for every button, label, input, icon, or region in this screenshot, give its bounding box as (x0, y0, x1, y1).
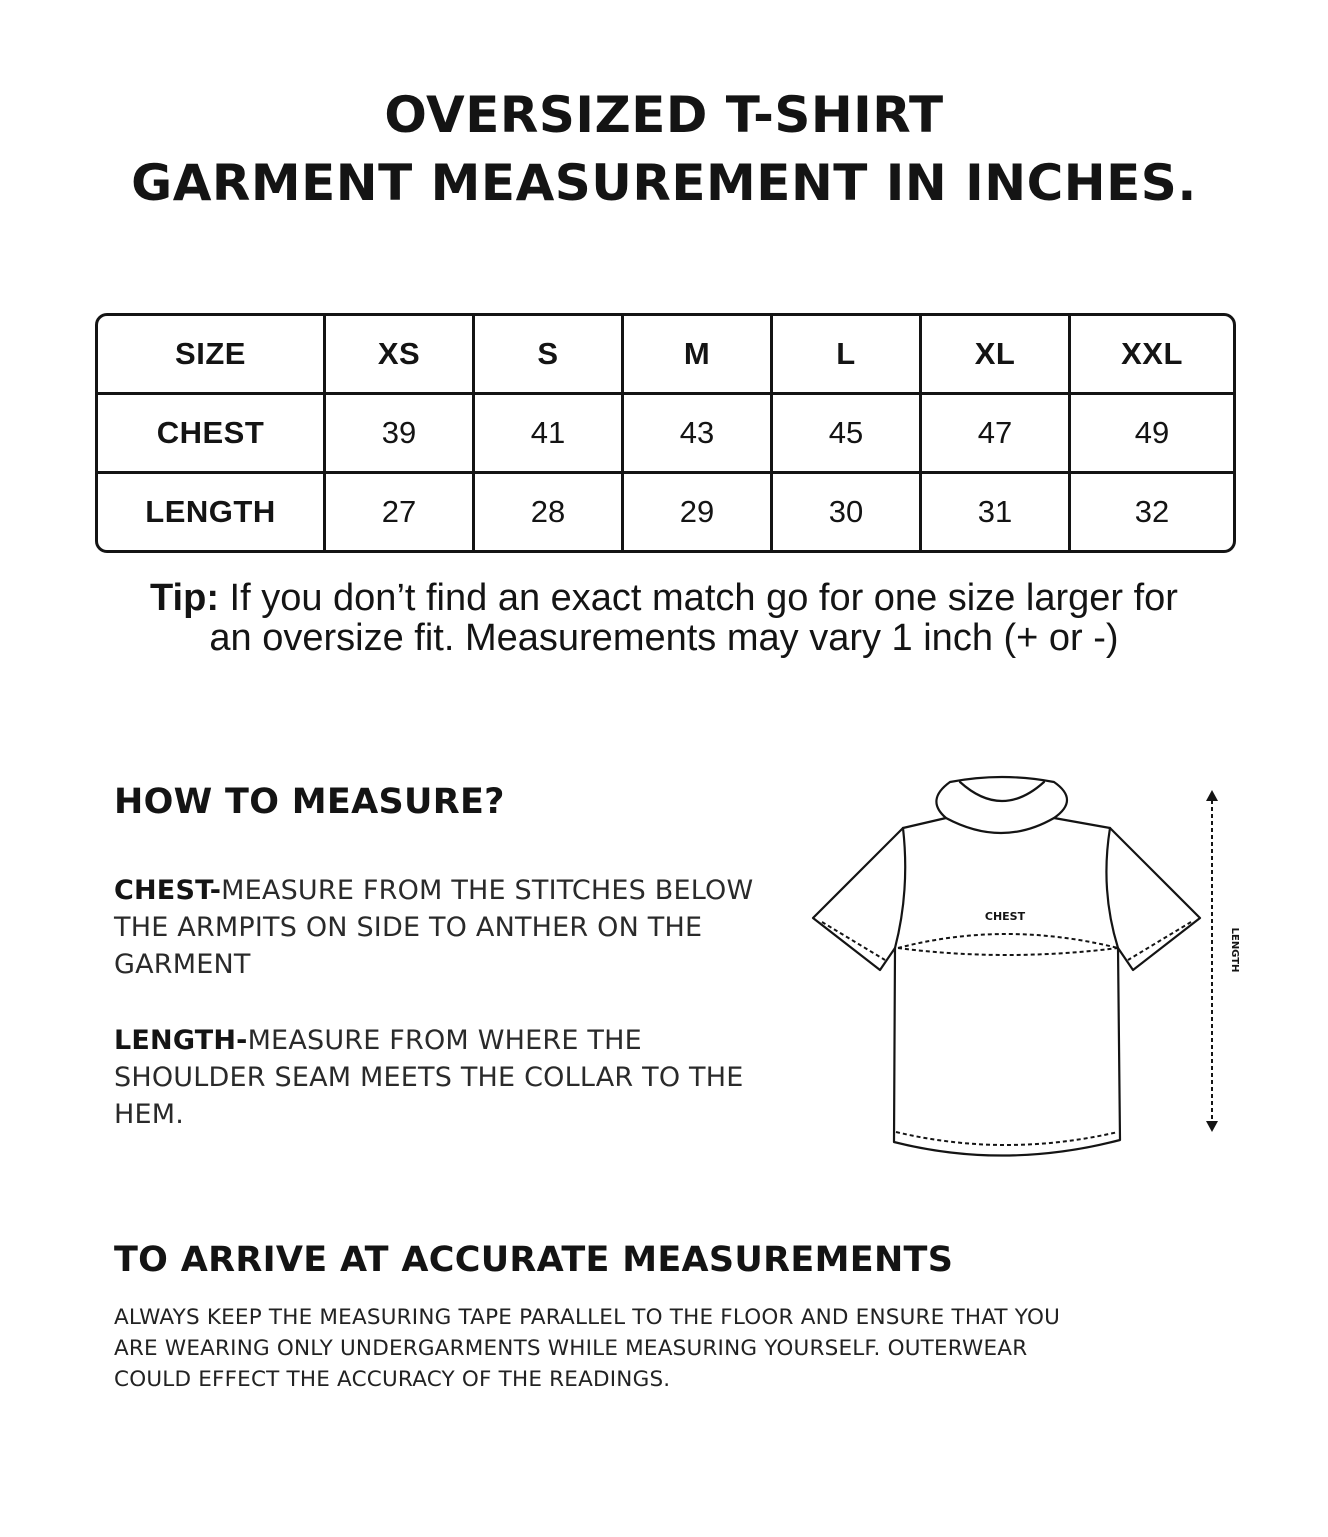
row-header-size: SIZE (98, 316, 326, 395)
tshirt-diagram (800, 770, 1250, 1180)
length-instruction (114, 1022, 754, 1133)
size-s: S (475, 316, 624, 395)
row-header-length: LENGTH (98, 474, 326, 550)
size-xl: XL (922, 316, 1071, 395)
size-row (98, 316, 1233, 395)
chest-instruction-text: MEASURE FROM THE STITCHES BELOW THE ARMPITS ON SIDE TO ANTHER ON THE GARMENT (114, 875, 754, 980)
chest-measure-line (898, 934, 1118, 948)
chest-value: 41 (475, 395, 624, 474)
size-l: L (773, 316, 922, 395)
arrow-up-icon (1206, 790, 1218, 801)
tip-label: Tip: (150, 577, 219, 619)
chest-value: 45 (773, 395, 922, 474)
size-xs: XS (326, 316, 475, 395)
chest-value: 49 (1071, 395, 1233, 474)
accurate-measurements-heading: TO ARRIVE AT ACCURATE MEASUREMENTS (114, 1240, 954, 1280)
tip-line-2: an oversize fit. Measurements may vary 1 inch (+ or -) (209, 617, 1119, 659)
row-header-chest: CHEST (98, 395, 326, 474)
arrow-down-icon (1206, 1121, 1218, 1132)
title-line-2: GARMENT MEASUREMENT IN INCHES. (131, 154, 1197, 212)
chest-diagram-label: CHEST (984, 910, 1026, 923)
chest-value: 43 (624, 395, 773, 474)
chest-instruction-label: CHEST- (114, 875, 222, 906)
length-value: 29 (624, 474, 773, 550)
chest-value: 47 (922, 395, 1071, 474)
length-diagram-label: LENGTH (1229, 927, 1240, 973)
accurate-measurements-text: ALWAYS KEEP THE MEASURING TAPE PARALLEL TO THE FLOOR AND ENSURE THAT YOU ARE WEARING ONLY UNDERGARMENTS WHILE MEASURING YOURSELF. OUTERWEAR COULD EFFECT THE ACCURACY OF THE READINGS. (114, 1305, 1061, 1392)
how-to-measure-heading: HOW TO MEASURE? (114, 782, 505, 822)
length-value: 32 (1134, 494, 1170, 529)
size-m: M (624, 316, 773, 395)
tip-line-1: If you don’t find an exact match go for one size larger for (218, 577, 1178, 619)
length-instruction-text: MEASURE FROM WHERE THE SHOULDER SEAM MEETS THE COLLAR TO THE HEM. (114, 1025, 744, 1130)
length-row (98, 474, 1233, 550)
size-chart-table (95, 313, 1236, 553)
title-line-1: OVERSIZED T-SHIRT (384, 86, 944, 144)
chest-value: 39 (326, 395, 475, 474)
chest-instruction (114, 872, 754, 983)
length-instruction-label: LENGTH- (114, 1025, 248, 1056)
length-value: 31 (922, 474, 1071, 550)
collar-icon (960, 782, 1044, 801)
length-value: 27 (326, 474, 475, 550)
tip-text (60, 578, 1268, 658)
chest-row (98, 395, 1233, 474)
length-value: 28 (475, 474, 624, 550)
size-xxl: XXL (1071, 316, 1233, 395)
length-value: 30 (773, 474, 922, 550)
